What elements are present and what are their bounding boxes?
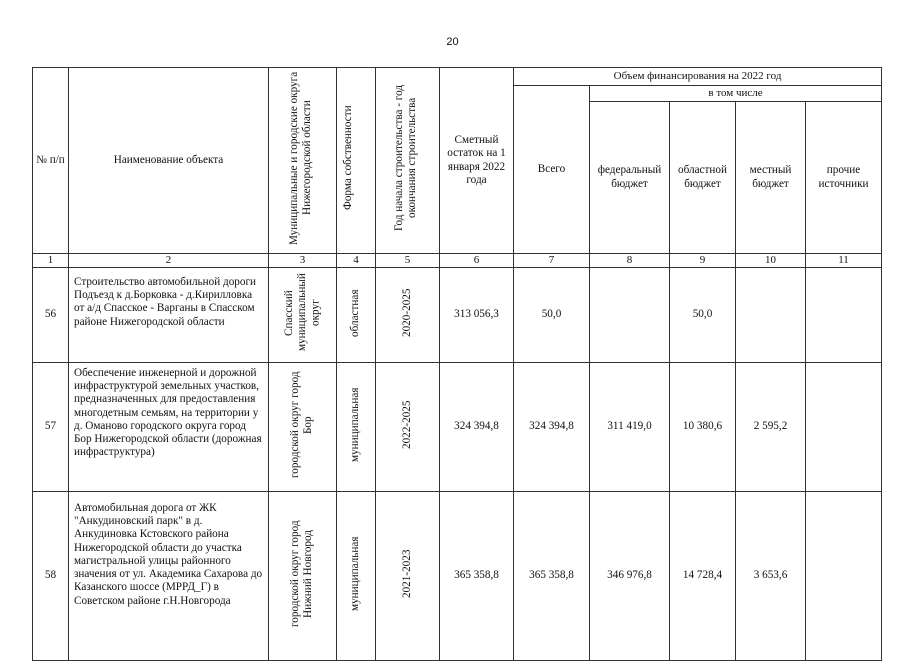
row-name: Обеспечение инженерной и дорожной инфраструктурой земельных участков, предназначенных для предоставления многодетным семьям, на территории у д. Оманово городского округа город Бор Нижегородской области (дорожная инфраструктура)	[69, 362, 269, 491]
row-years-text: 2021-2023	[400, 549, 413, 599]
row-municipality	[269, 362, 337, 491]
row-total: 50,0	[514, 267, 590, 362]
header-ownership	[337, 68, 376, 254]
column-number: 7	[514, 254, 590, 268]
row-regional: 50,0	[670, 267, 736, 362]
row-local: 3 653,6	[736, 491, 806, 660]
row-regional: 10 380,6	[670, 362, 736, 491]
header-years-text: Год начала строительства - год окончания строительства	[392, 85, 418, 232]
row-balance: 324 394,8	[440, 362, 514, 491]
header-num: № п/п	[33, 68, 69, 254]
row-federal: 311 419,0	[590, 362, 670, 491]
funding-table	[32, 67, 882, 661]
row-name: Строительство автомобильной дороги Подъезд к д.Борковка - д.Кирилловка от а/д Спасское - Варганы в Спасском районе Нижегородской области	[69, 267, 269, 362]
row-municipality	[269, 491, 337, 660]
table-row	[33, 491, 882, 660]
row-federal	[590, 267, 670, 362]
column-number: 6	[440, 254, 514, 268]
row-ownership-text: муниципальная	[349, 387, 361, 463]
row-years-text: 2020-2025	[400, 288, 413, 338]
row-municipality-text: городской округ город Бор	[288, 371, 314, 479]
column-number: 10	[736, 254, 806, 268]
row-other	[806, 491, 882, 660]
header-other: прочие источники	[806, 102, 882, 254]
header-ownership-text: Форма собственности	[342, 106, 354, 211]
column-number: 3	[269, 254, 337, 268]
row-federal: 346 976,8	[590, 491, 670, 660]
row-balance: 365 358,8	[440, 491, 514, 660]
header-years	[376, 68, 440, 254]
column-number: 11	[806, 254, 882, 268]
row-ownership	[337, 362, 376, 491]
row-num: 58	[33, 491, 69, 660]
column-number: 9	[670, 254, 736, 268]
row-years-text: 2022-2025	[400, 400, 413, 450]
header-local: местный бюджет	[736, 102, 806, 254]
header-municipality-text: Муниципальные и городские округа Нижегородской области	[287, 71, 313, 246]
row-ownership-text: областная	[349, 289, 361, 337]
header-regional: областной бюджет	[670, 102, 736, 254]
header-municipality	[269, 68, 337, 254]
column-number: 8	[590, 254, 670, 268]
row-num: 57	[33, 362, 69, 491]
row-ownership	[337, 491, 376, 660]
column-number: 2	[69, 254, 269, 268]
row-municipality-text: городской округ город Нижний Новгород	[288, 520, 314, 628]
row-total: 324 394,8	[514, 362, 590, 491]
header-including: в том числе	[590, 86, 882, 102]
column-number: 4	[337, 254, 376, 268]
row-ownership-text: муниципальная	[349, 536, 361, 612]
row-local	[736, 267, 806, 362]
row-years	[376, 267, 440, 362]
row-other	[806, 267, 882, 362]
header-total: Всего	[514, 86, 590, 254]
header-funding-title: Объем финансирования на 2022 год	[514, 68, 882, 86]
page-number: 20	[446, 36, 459, 48]
column-number: 1	[33, 254, 69, 268]
row-balance: 313 056,3	[440, 267, 514, 362]
header-name: Наименование объекта	[69, 68, 269, 254]
table-row	[33, 362, 882, 491]
row-years	[376, 362, 440, 491]
row-years	[376, 491, 440, 660]
row-local: 2 595,2	[736, 362, 806, 491]
row-municipality-text: Спасский муниципальный округ	[282, 273, 321, 351]
row-municipality	[269, 267, 337, 362]
row-ownership	[337, 267, 376, 362]
row-total: 365 358,8	[514, 491, 590, 660]
row-other	[806, 362, 882, 491]
row-name: Автомобильная дорога от ЖК "Анкудиновский парк" в д. Анкудиновка Кстовского района Нижегородской области до участка магистральной улицы районного значения от ул. Академика Сахарова до Казанского шоссе (МРРД_Г) в Советском районе г.Н.Новгорода	[69, 491, 269, 660]
header-balance: Сметный остаток на 1 января 2022 года	[440, 68, 514, 254]
row-regional: 14 728,4	[670, 491, 736, 660]
row-num: 56	[33, 267, 69, 362]
table-row	[33, 267, 882, 362]
header-federal: федеральный бюджет	[590, 102, 670, 254]
column-number: 5	[376, 254, 440, 268]
